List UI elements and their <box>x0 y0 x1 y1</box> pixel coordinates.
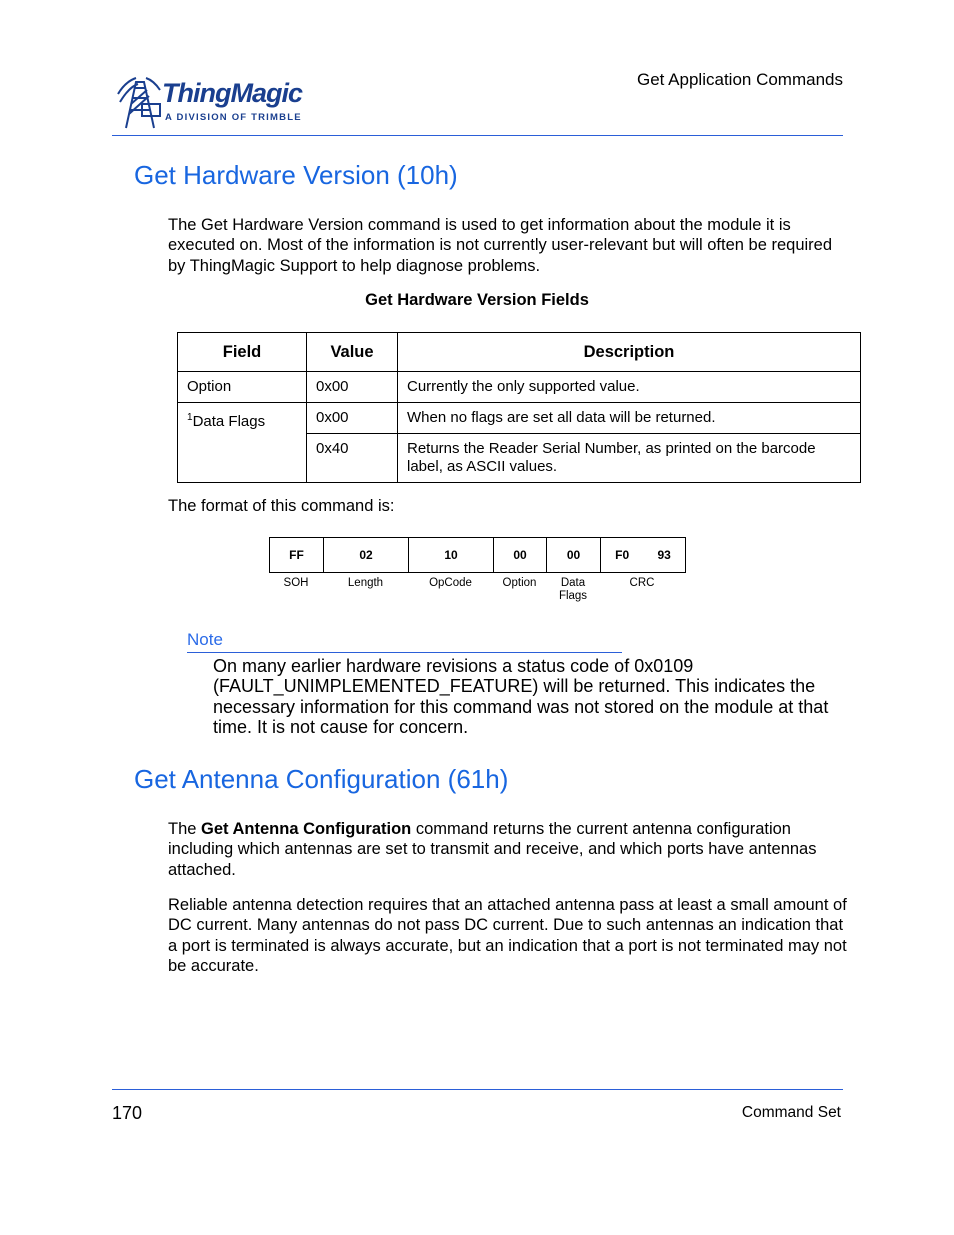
label-crc: CRC <box>629 577 655 589</box>
footnote-marker: 1 <box>187 412 193 423</box>
value-cell: 0x40 <box>307 434 398 483</box>
table-header-row <box>178 333 861 372</box>
column-header-description: Description <box>398 333 861 372</box>
crc-byte-low: 93 <box>657 548 671 562</box>
description-cell: Returns the Reader Serial Number, as printed on the barcode label, as ASCII values. <box>398 434 861 483</box>
label-data-flags: Data Flags <box>558 577 588 602</box>
label-soh: SOH <box>283 577 309 589</box>
hardware-version-fields-table <box>177 332 861 483</box>
label-option: Option <box>502 577 537 589</box>
table-caption: Get Hardware Version Fields <box>365 291 589 309</box>
table-row <box>178 372 861 403</box>
note-rule <box>187 652 622 653</box>
section-heading-hardware-version: Get Hardware Version (10h) <box>134 160 458 190</box>
byte-soh: FF <box>270 538 324 572</box>
byte-option: 00 <box>494 538 547 572</box>
field-label: Data Flags <box>192 413 266 430</box>
page-number: 170 <box>112 1103 143 1123</box>
byte-opcode: 10 <box>409 538 494 572</box>
value-cell: 0x00 <box>307 403 398 434</box>
thingmagic-logo <box>112 70 312 132</box>
section-heading-antenna-configuration: Get Antenna Configuration (61h) <box>134 764 509 794</box>
byte-data-flags: 00 <box>547 538 601 572</box>
logo-subtitle: A DIVISION OF TRIMBLE <box>165 112 302 123</box>
footer-rule <box>112 1089 843 1090</box>
header-rule <box>112 135 843 136</box>
antenna-tower-icon <box>116 74 162 130</box>
chapter-title: Command Set <box>741 1104 841 1121</box>
column-header-field: Field <box>178 333 307 372</box>
command-name: Get Antenna Configuration <box>201 820 412 838</box>
text-run: command returns the current antenna configuration including which antennas are set to transmit and receive, and which ports have antennas attached. <box>168 820 817 879</box>
byte-length: 02 <box>324 538 409 572</box>
column-header-value: Value <box>307 333 398 372</box>
antenna-config-paragraph-1 <box>168 819 848 880</box>
field-cell <box>178 403 307 483</box>
logo-wordmark: ThingMagic <box>162 78 302 108</box>
antenna-config-paragraph-2: Reliable antenna detection requires that an attached antenna pass at least a small amount of DC current. Many antennas do not pass DC current. Due to such antennas an indication that a port is terminated is always accurate, but an indication that a port is not terminated may not be accurate. <box>168 896 847 975</box>
note-text: On many earlier hardware revisions a status code of 0x0109 (FAULT_UNIMPLEMENTED_FEATURE) will be returned. This indicates the necessary information for this command was not stored on the module at that time. It is not cause for concern. <box>213 656 829 737</box>
command-format-diagram <box>269 537 686 573</box>
crc-byte-high: F0 <box>615 548 630 562</box>
field-cell: Option <box>178 372 307 403</box>
byte-crc <box>601 538 685 572</box>
description-cell: Currently the only supported value. <box>398 372 861 403</box>
running-header: Get Application Commands <box>637 70 843 89</box>
label-length: Length <box>347 577 384 589</box>
text-run: The <box>168 820 202 838</box>
note-title: Note <box>187 630 223 649</box>
table-row <box>178 403 861 434</box>
value-cell: 0x00 <box>307 372 398 403</box>
description-cell: When no flags are set all data will be returned. <box>398 403 861 434</box>
hardware-version-intro: The Get Hardware Version command is used to get information about the module it is executed on. Most of the information is not currently user-relevant but will often be required by ThingMagic Support to help diagnose problems. <box>168 216 833 275</box>
command-format-labels <box>269 577 684 607</box>
label-opcode: OpCode <box>429 577 472 589</box>
format-intro: The format of this command is: <box>168 497 395 515</box>
